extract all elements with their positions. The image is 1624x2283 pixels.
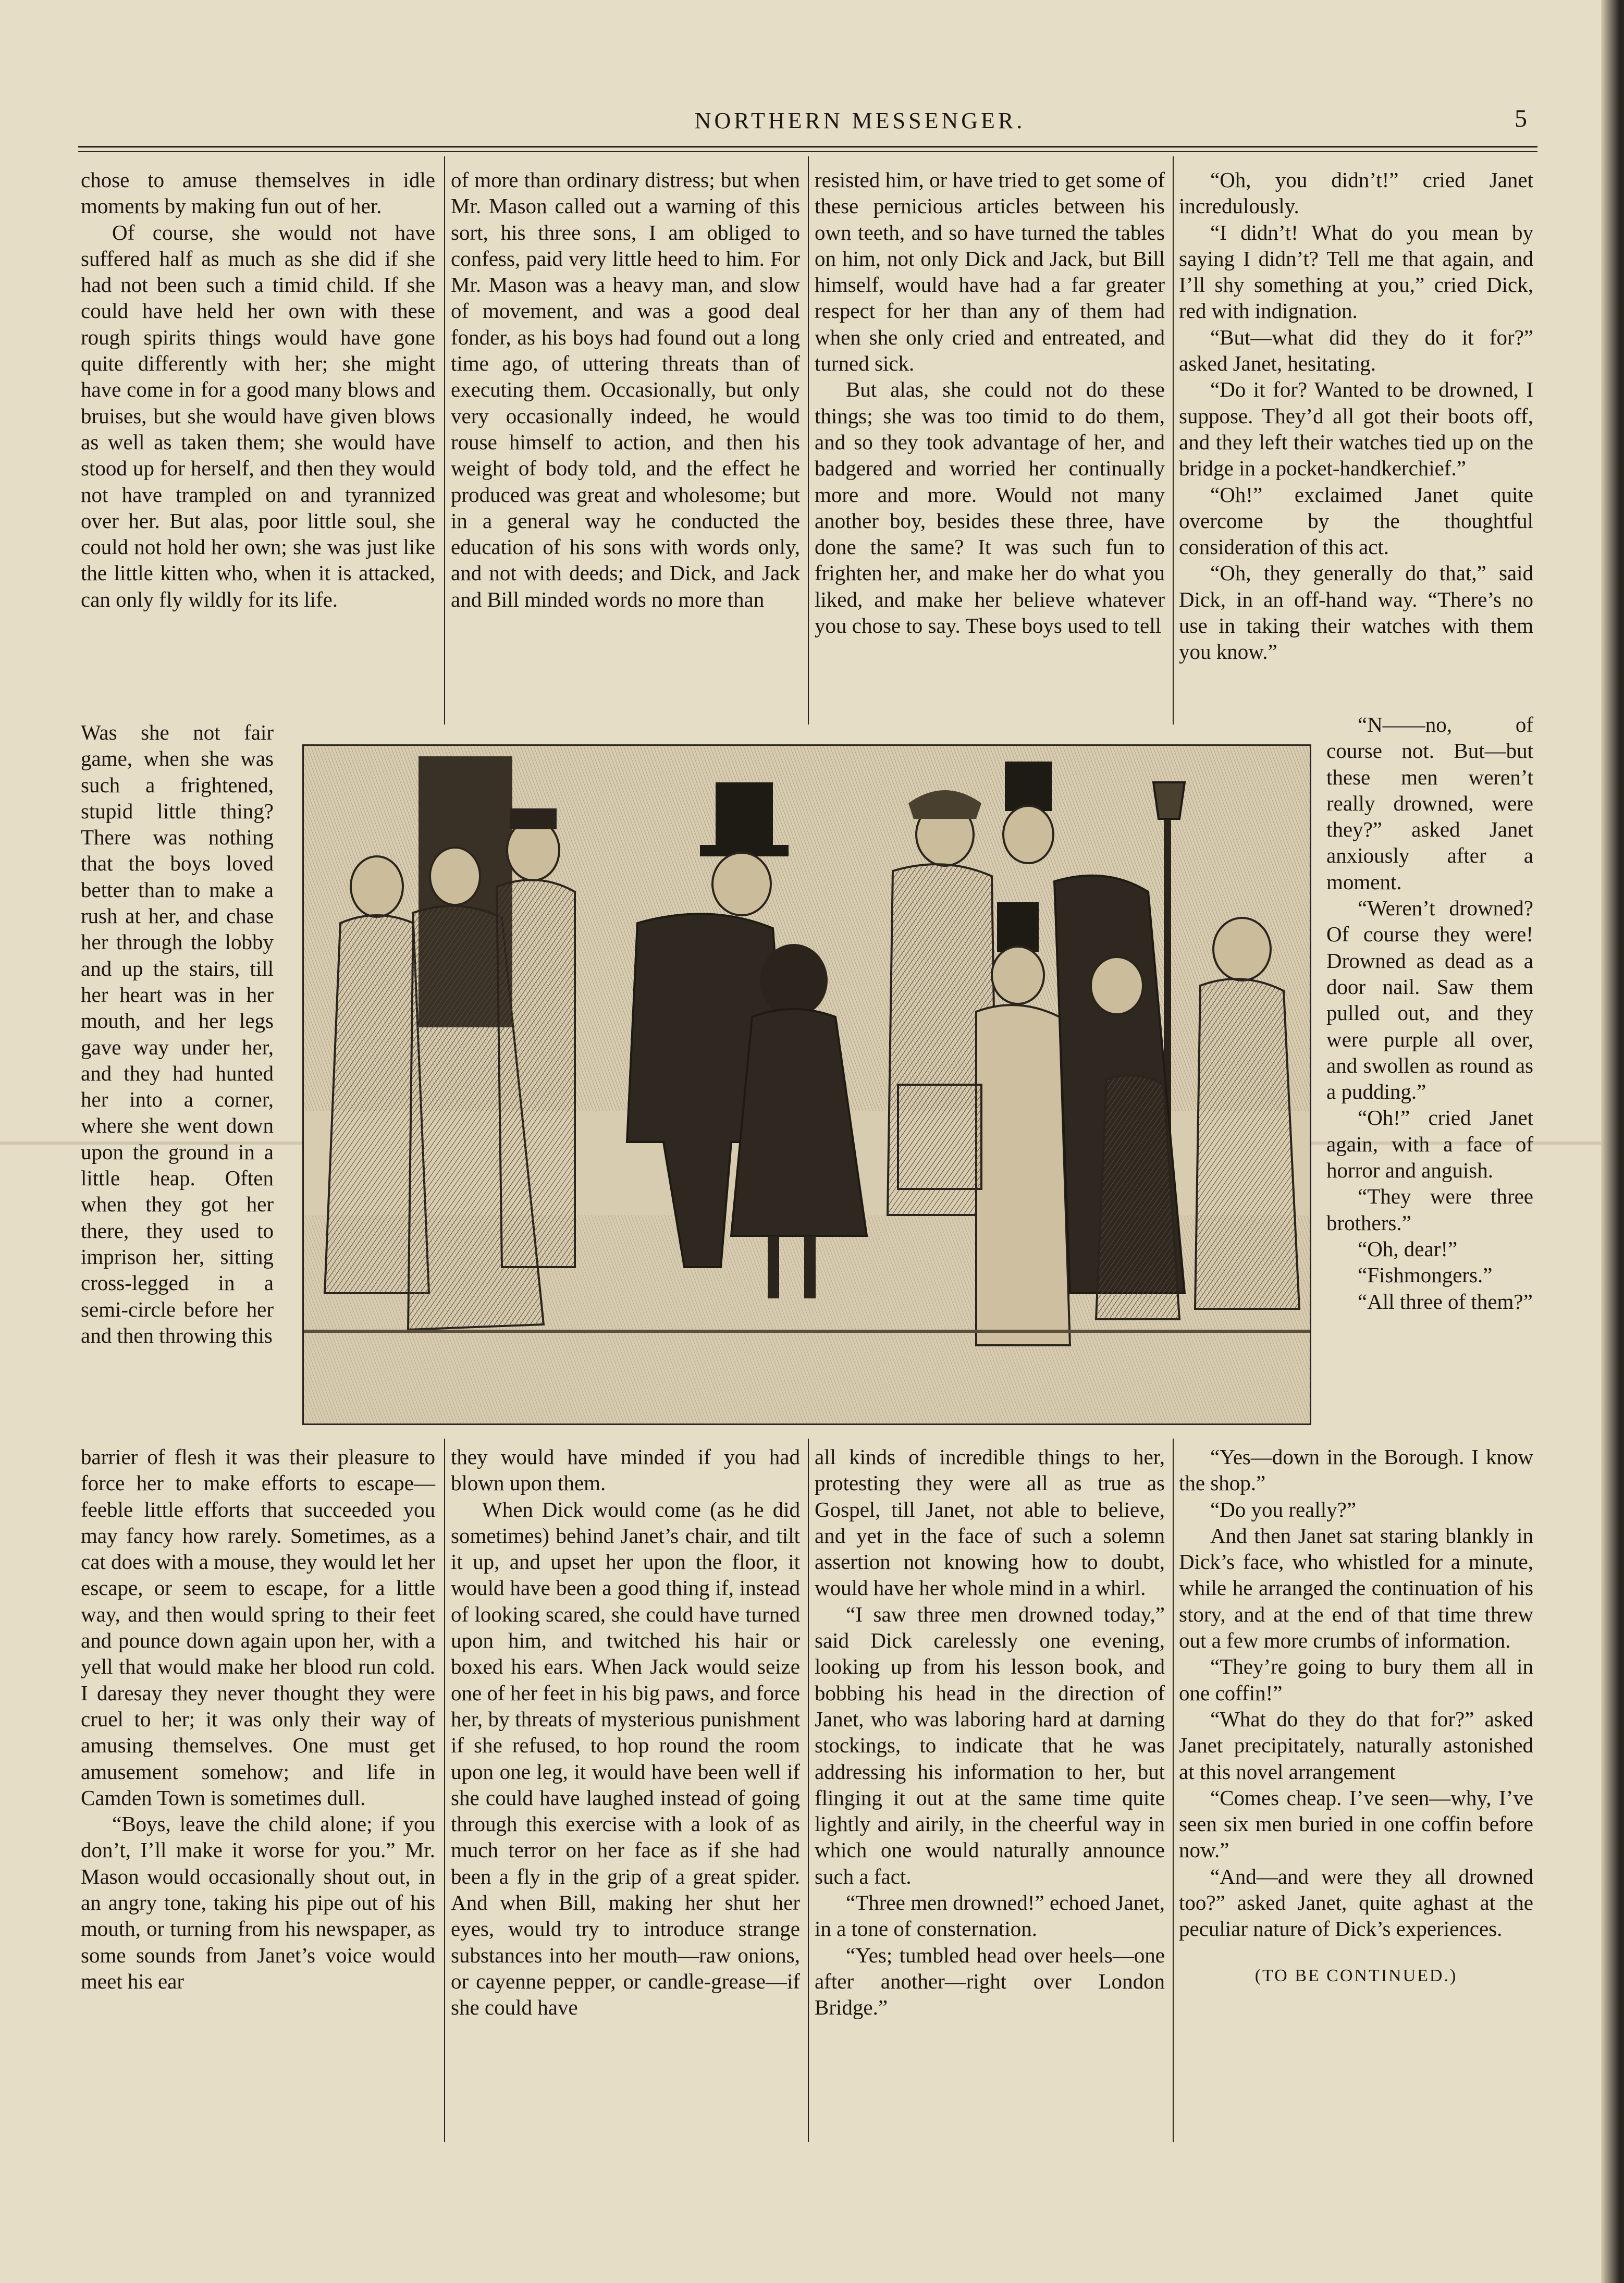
paragraph: “Oh!” cried Janet again, with a face of horror and anguish.	[1326, 1106, 1533, 1183]
paragraph: “Yes; tumbled head over heels—one after another—right over London Bridge.”	[815, 1943, 1165, 2020]
column-2-bottom	[451, 1444, 800, 2021]
paragraph: barrier of flesh it was their pleasure to force her to make efforts to escape—feeble little efforts that succeeded you may fancy how rarely. Sometimes, as a cat does with a mouse, they would let her escape, or seem to escape, for a little way, and then would spring to their feet and pounce down again upon her, with a yell that would make her blood run cold. I daresay they never thought they were cruel to her; it was only their way of amusing themselves. One must get amusement somehow; and life in Camden Town is sometimes dull.	[81, 1445, 435, 1810]
column-4-bottom	[1179, 1444, 1533, 1989]
paragraph: “They’re going to bury them all in one coffin!”	[1179, 1654, 1533, 1705]
header-rule	[78, 146, 1537, 148]
engraving-street-scene-icon	[304, 746, 1310, 1423]
paragraph: “Comes cheap. I’ve seen—why, I’ve seen six men buried in one coffin before now.”	[1179, 1785, 1533, 1862]
paragraph: “Three men drowned!” echoed Janet, in a tone of consternation.	[815, 1891, 1165, 1941]
engraving-illustration	[302, 744, 1311, 1425]
paragraph: “Oh, dear!”	[1358, 1236, 1458, 1261]
paragraph: “Oh!” exclaimed Janet quite overcome by the thoughtful consideration of this act.	[1179, 482, 1533, 559]
to-be-continued: (TO BE CONTINUED.)	[1254, 1966, 1458, 1985]
paragraph: “Do it for? Wanted to be drowned, I suppose. They’d all got their boots off, and they left their watches tied up on the bridge in a pocket-handkerchief.”	[1179, 377, 1533, 481]
page-number: 5	[1515, 105, 1527, 132]
paragraph: But alas, she could not do these things; she was too timid to do them, and so they took advantage of her, and badgered and worried her continually more and more. Would not many another boy, besides these three, have done the same? It was such fun to frighten her, and make her do what you liked, and make her believe whatever you chose to say. These boys used to tell	[815, 377, 1165, 638]
paragraph: And then Janet sat staring blankly in Dick’s face, who whistled for a minute, while he arranged the continuation of his story, and at the end of that time threw out a few more crumbs of information.	[1179, 1523, 1533, 1653]
paragraph: “I saw three men drowned today,” said Dick carelessly one evening, looking up from his lesson book, and bobbing his head in the direction of Janet, who was laboring hard at darning stockings, to indicate that he was addressing his information to her, but flinging it out at the same time quite lightly and airily, in the cheerful way in which one would naturally announce such a fact.	[815, 1602, 1165, 1888]
paragraph: Of course, she would not have suffered half as much as she did if she had not been such a timid child. If she could have held her own with these rough spirits things would have gone quite differently with her; she might have come in for a good many blows and bruises, but she would have given blows as well as taken them; she would have stood up for herself, and then they would not have trampled on and tyrannized over her. But alas, poor little soul, she could not hold her own; she was just like the little kitten who, when it is attacked, can only fly wildly for its life.	[81, 220, 435, 611]
paragraph: Was she not fair game, when she was such a frightened, stupid little thing? There was nothing that the boys loved better than to make a rush at her, and chase her through the lobby and up the stairs, till her heart was in her mouth, and her legs gave way under her, and they had hunted her into a corner, where she went down upon the ground in a little heap. Often when they got her there, they used to imprison her, sitting cross-legged in a semi-circle before her and then throwing this	[81, 720, 274, 1347]
column-1-top	[81, 167, 435, 612]
paragraph: “Oh, you didn’t!” cried Janet incredulously.	[1179, 168, 1533, 218]
paragraph: resisted him, or have tried to get some of these pernicious articles between his own teeth, and so have turned the tables on him, not only Dick and Jack, but Bill himself, would have had a far greater respect for her than any of them had when she only cried and entreated, and turned sick.	[815, 168, 1165, 376]
paragraph: “Weren’t drowned? Of course they were! Drowned as dead as a door nail. Saw them pulled out, and they were purple all over, and swollen as round as a pudding.”	[1326, 896, 1533, 1104]
column-4-side	[1326, 711, 1533, 1315]
paragraph: “Fishmongers.”	[1358, 1263, 1493, 1287]
paragraph: When Dick would come (as he did sometimes) behind Janet’s chair, and tilt it up, and upset her upon the floor, it would have been a good thing if, instead of looking scared, she could have turned upon him, and twitched his hair or boxed his ears. When Jack would seize one of her feet in his big paws, and force her, by threats of mysterious punishment if she refused, to hop round the room upon one leg, it would have been well if she could have laughed instead of going through this exercise with a look of as much terror on her face as if she had been a fly in the grip of a great spider. And when Bill, making her shut her eyes, would try to introduce strange substances into her mouth—raw onions, or cayenne pepper, or candle-grease—if she could have	[451, 1497, 800, 2020]
column-1-side	[81, 719, 274, 1348]
column-divider	[808, 156, 809, 725]
paragraph: all kinds of incredible things to her, protesting they were all as true as Gospel, till Janet, not able to believe, and yet in the face of such a solemn assertion not knowing how to doubt, would have her whole mind in a whirl.	[815, 1445, 1165, 1600]
column-divider	[444, 1439, 445, 2142]
paragraph: “I didn’t! What do you mean by saying I didn’t? Tell me that again, and I’ll shy something at you,” cried Dick, red with indignation.	[1179, 220, 1533, 323]
paragraph: “But—what did they do it for?” asked Janet, hesitating.	[1179, 325, 1533, 376]
column-3-top	[815, 167, 1165, 639]
column-2-top	[451, 167, 800, 612]
paragraph: of more than ordinary distress; but when Mr. Mason called out a warning of this sort, his three sons, I am obliged to confess, paid very little heed to him. For Mr. Mason was a heavy man, and slow of movement, and was a good deal fonder, as his boys had found out a long time ago, of uttering threats than of executing them. Occasionally, but only very occasionally indeed, he would rouse himself to action, and then his weight of body told, and the effect he produced was great and wholesome; but in a general way he conducted the education of his sons with words only, and not with deeds; and Dick, and Jack and Bill minded words no more than	[451, 168, 800, 611]
paragraph: “Do you really?”	[1210, 1497, 1357, 1521]
paragraph: “All three of them?”	[1358, 1289, 1533, 1314]
column-divider	[444, 156, 445, 725]
paragraph: “And—and were they all drowned too?” asked Janet, quite aghast at the peculiar nature of Dick’s experiences.	[1179, 1864, 1533, 1941]
paragraph: they would have minded if you had blown upon them.	[451, 1445, 800, 1495]
column-divider	[808, 1439, 809, 2142]
header-rule-thin	[78, 151, 1537, 152]
publication-title: NORTHERN MESSENGER.	[694, 108, 1026, 133]
column-divider	[1173, 1439, 1174, 2142]
column-1-bottom	[81, 1444, 435, 1994]
column-4-top	[1179, 167, 1533, 665]
paragraph: chose to amuse themselves in idle moments by making fun out of her.	[81, 168, 435, 218]
paragraph: “Boys, leave the child alone; if you don’t, I’ll make it worse for you.” Mr. Mason would occasionally shout out, in an angry tone, taking his pipe out of his mouth, or turning from his newspaper, as some sounds from Janet’s voice would meet his ear	[81, 1812, 435, 1993]
paragraph: “Yes—down in the Borough. I know the shop.”	[1179, 1445, 1533, 1495]
paragraph: “Oh, they generally do that,” said Dick, in an off-hand way. “There’s no use in taking their watches with them you know.”	[1179, 561, 1533, 664]
page-header	[73, 104, 1543, 141]
paragraph: “What do they do that for?” asked Janet precipitately, naturally astonished at this novel arrangement	[1179, 1707, 1533, 1784]
paragraph: “N——no, of course not. But—but these men weren’t really drowned, were they?” asked Janet anxiously after a moment.	[1326, 713, 1533, 894]
paragraph: “They were three brothers.”	[1326, 1184, 1533, 1235]
column-divider	[1173, 156, 1174, 725]
column-3-bottom	[815, 1444, 1165, 2021]
